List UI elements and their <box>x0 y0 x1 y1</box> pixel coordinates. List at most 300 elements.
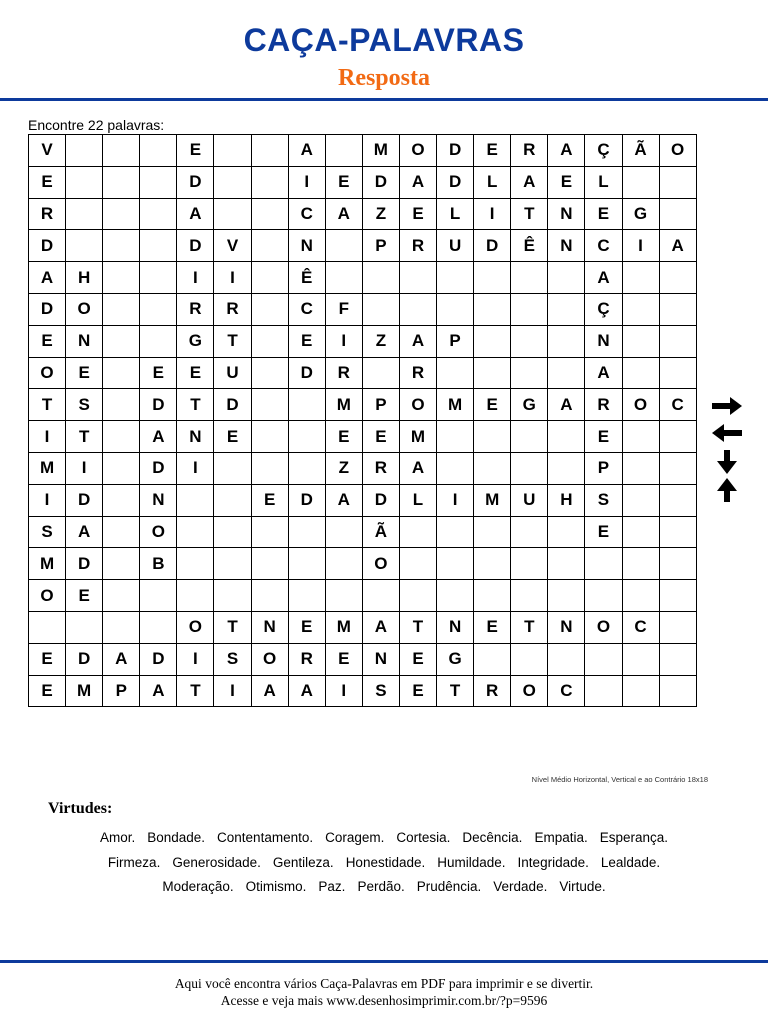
grid-cell: G <box>622 198 659 230</box>
virtue-word: Integridade. <box>517 854 589 870</box>
grid-cell <box>548 580 585 612</box>
grid-cell <box>325 230 362 262</box>
virtue-word: Humildade. <box>437 854 506 870</box>
grid-cell <box>399 548 436 580</box>
grid-cell <box>548 262 585 294</box>
grid-cell <box>622 293 659 325</box>
grid-cell <box>140 198 177 230</box>
virtues-title: Virtudes: <box>48 800 113 817</box>
grid-cell <box>622 262 659 294</box>
grid-cell: A <box>548 135 585 167</box>
grid-cell: N <box>548 198 585 230</box>
grid-cell: A <box>251 675 288 707</box>
grid-cell <box>214 452 251 484</box>
grid-row <box>29 643 697 675</box>
virtue-word: Virtude. <box>559 879 606 894</box>
grid-cell <box>511 325 548 357</box>
grid-cell <box>511 580 548 612</box>
grid-cell <box>103 166 140 198</box>
grid-cell <box>251 516 288 548</box>
grid-cell: M <box>325 389 362 421</box>
grid-cell: E <box>214 421 251 453</box>
grid-cell <box>362 357 399 389</box>
grid-cell <box>399 580 436 612</box>
grid-cell: O <box>29 357 66 389</box>
grid-cell <box>548 516 585 548</box>
grid-cell: E <box>399 198 436 230</box>
grid-cell <box>474 548 511 580</box>
grid-cell <box>659 516 696 548</box>
grid-cell <box>251 421 288 453</box>
grid-cell: I <box>66 452 103 484</box>
grid-cell: P <box>585 452 622 484</box>
grid-cell <box>622 643 659 675</box>
grid-cell <box>288 516 325 548</box>
grid-cell: S <box>214 643 251 675</box>
grid-cell: N <box>66 325 103 357</box>
grid-cell <box>437 452 474 484</box>
grid-cell <box>214 516 251 548</box>
grid-row <box>29 580 697 612</box>
grid-cell: Ê <box>288 262 325 294</box>
grid-cell: Z <box>362 325 399 357</box>
grid-cell <box>103 198 140 230</box>
grid-cell: D <box>66 548 103 580</box>
grid-cell <box>585 643 622 675</box>
page-title: CAÇA-PALAVRAS <box>243 22 525 58</box>
grid-row <box>29 135 697 167</box>
grid-cell: P <box>362 389 399 421</box>
grid-cell: I <box>437 484 474 516</box>
grid-cell <box>474 516 511 548</box>
grid-cell: O <box>29 580 66 612</box>
grid-cell <box>399 293 436 325</box>
grid-cell: Ã <box>622 135 659 167</box>
grid-cell: A <box>66 516 103 548</box>
virtue-word: Gentileza. <box>272 854 334 870</box>
grid-cell <box>103 262 140 294</box>
grid-row <box>29 262 697 294</box>
virtues-word-list <box>40 826 728 900</box>
grid-cell <box>66 198 103 230</box>
grid-cell: E <box>362 421 399 453</box>
grid-cell: A <box>548 389 585 421</box>
grid-cell <box>103 516 140 548</box>
grid-cell: N <box>251 611 288 643</box>
grid-cell: I <box>214 262 251 294</box>
grid-cell: O <box>399 135 436 167</box>
grid-cell: Z <box>362 198 399 230</box>
grid-cell <box>585 548 622 580</box>
grid-cell <box>659 421 696 453</box>
grid-cell <box>140 325 177 357</box>
grid-cell: E <box>140 357 177 389</box>
grid-cell: I <box>622 230 659 262</box>
grid-cell: D <box>288 484 325 516</box>
grid-cell: D <box>177 230 214 262</box>
grid-cell <box>251 166 288 198</box>
grid-cell: R <box>399 230 436 262</box>
grid-cell: A <box>511 166 548 198</box>
grid-cell <box>474 262 511 294</box>
grid-cell <box>474 452 511 484</box>
grid-cell: D <box>214 389 251 421</box>
grid-cell: L <box>437 198 474 230</box>
grid-cell <box>437 516 474 548</box>
grid-cell <box>548 548 585 580</box>
grid-cell: T <box>177 675 214 707</box>
grid-cell <box>474 580 511 612</box>
grid-cell <box>251 548 288 580</box>
grid-cell <box>548 452 585 484</box>
grid-cell <box>437 548 474 580</box>
grid-cell: E <box>474 611 511 643</box>
grid-cell <box>511 516 548 548</box>
grid-cell: A <box>29 262 66 294</box>
grid-cell <box>214 166 251 198</box>
grid-cell <box>140 580 177 612</box>
virtue-word: Generosidade. <box>172 854 261 870</box>
grid-cell: Ã <box>362 516 399 548</box>
grid-cell <box>251 262 288 294</box>
grid-cell: V <box>29 135 66 167</box>
grid-cell <box>103 357 140 389</box>
grid-cell <box>474 357 511 389</box>
virtue-word: Prudência. <box>416 879 482 894</box>
grid-cell: D <box>140 643 177 675</box>
grid-cell: E <box>325 166 362 198</box>
grid-cell: D <box>288 357 325 389</box>
grid-cell <box>29 611 66 643</box>
grid-cell: N <box>548 611 585 643</box>
grid-cell: E <box>29 643 66 675</box>
grid-cell: E <box>325 643 362 675</box>
grid-cell: E <box>399 675 436 707</box>
grid-cell <box>622 357 659 389</box>
grid-cell: N <box>288 230 325 262</box>
virtue-word: Paz. <box>318 879 346 894</box>
grid-cell: T <box>214 325 251 357</box>
grid-cell: I <box>29 484 66 516</box>
grid-cell <box>177 548 214 580</box>
grid-cell <box>511 548 548 580</box>
grid-cell: D <box>66 643 103 675</box>
virtue-word: Honestidade. <box>345 854 426 870</box>
virtue-word: Coragem. <box>325 830 385 845</box>
grid-cell: D <box>474 230 511 262</box>
grid-cell <box>66 230 103 262</box>
grid-cell: O <box>585 611 622 643</box>
grid-cell <box>103 293 140 325</box>
grid-cell <box>548 421 585 453</box>
grid-cell <box>511 262 548 294</box>
grid-cell <box>140 135 177 167</box>
grid-cell: B <box>140 548 177 580</box>
grid-cell: P <box>437 325 474 357</box>
grid-row <box>29 230 697 262</box>
grid-cell: P <box>103 675 140 707</box>
grid-cell <box>548 293 585 325</box>
page-subtitle: Resposta <box>337 65 430 91</box>
footer <box>0 975 768 1009</box>
grid-row <box>29 325 697 357</box>
grid-cell <box>140 262 177 294</box>
grid-cell: E <box>548 166 585 198</box>
grid-cell: N <box>362 643 399 675</box>
grid-cell: E <box>288 611 325 643</box>
grid-cell <box>622 675 659 707</box>
grid-cell: S <box>29 516 66 548</box>
grid-cell <box>511 293 548 325</box>
grid-cell: G <box>437 643 474 675</box>
grid-cell: R <box>585 389 622 421</box>
grid-cell: A <box>288 135 325 167</box>
bottom-divider <box>0 960 768 963</box>
grid-cell: A <box>140 675 177 707</box>
grid-cell: O <box>399 389 436 421</box>
grid-cell <box>325 262 362 294</box>
grid-cell: A <box>399 325 436 357</box>
grid-cell: D <box>29 293 66 325</box>
grid-cell: V <box>214 230 251 262</box>
grid-cell: D <box>437 135 474 167</box>
grid-cell: O <box>251 643 288 675</box>
grid-cell: A <box>325 198 362 230</box>
grid-cell <box>622 516 659 548</box>
grid-cell <box>288 421 325 453</box>
grid-cell <box>214 198 251 230</box>
grid-cell <box>288 548 325 580</box>
grid-cell <box>103 484 140 516</box>
grid-row <box>29 611 697 643</box>
grid-cell <box>585 675 622 707</box>
grid-cell: O <box>177 611 214 643</box>
grid-cell: T <box>214 611 251 643</box>
grid-cell <box>140 293 177 325</box>
grid-cell: Ê <box>511 230 548 262</box>
grid-cell <box>474 643 511 675</box>
grid-row <box>29 293 697 325</box>
grid-cell <box>214 580 251 612</box>
grid-cell <box>548 643 585 675</box>
grid-cell <box>362 580 399 612</box>
virtue-word: Bondade. <box>147 830 206 845</box>
grid-cell: L <box>399 484 436 516</box>
grid-cell: I <box>474 198 511 230</box>
level-note: Nível Médio Horizontal, Vertical e ao Contrário 18x18 <box>531 775 708 784</box>
grid-cell <box>511 357 548 389</box>
grid-row <box>29 548 697 580</box>
grid-cell <box>511 421 548 453</box>
virtue-word: Empatia. <box>534 830 588 845</box>
grid-cell: O <box>659 135 696 167</box>
grid-cell <box>399 516 436 548</box>
grid-cell <box>325 548 362 580</box>
grid-cell <box>474 325 511 357</box>
grid-cell <box>251 357 288 389</box>
grid-cell: M <box>29 452 66 484</box>
grid-cell: O <box>511 675 548 707</box>
grid-cell <box>103 421 140 453</box>
grid-cell <box>177 516 214 548</box>
grid-cell <box>659 611 696 643</box>
virtue-word: Cortesia. <box>396 830 451 845</box>
grid-cell <box>288 452 325 484</box>
instruction-text: Encontre 22 palavras: <box>28 117 165 133</box>
grid-cell <box>659 166 696 198</box>
grid-cell: A <box>103 643 140 675</box>
grid-cell <box>659 580 696 612</box>
grid-row <box>29 357 697 389</box>
virtue-word: Contentamento. <box>217 830 314 845</box>
grid-cell: E <box>177 357 214 389</box>
virtue-word: Otimismo. <box>245 879 307 894</box>
virtue-word: Esperança. <box>599 830 669 845</box>
grid-cell <box>251 293 288 325</box>
grid-cell: E <box>585 198 622 230</box>
word-search-grid <box>28 134 697 707</box>
grid-cell: T <box>511 611 548 643</box>
grid-cell: I <box>29 421 66 453</box>
grid-cell: E <box>66 580 103 612</box>
grid-cell <box>659 357 696 389</box>
arrow-down-icon <box>710 449 744 475</box>
grid-cell <box>103 580 140 612</box>
grid-cell: U <box>437 230 474 262</box>
grid-cell <box>659 198 696 230</box>
grid-cell <box>251 580 288 612</box>
grid-cell: E <box>66 357 103 389</box>
grid-cell: A <box>399 166 436 198</box>
grid-cell <box>622 580 659 612</box>
grid-cell: Ç <box>585 135 622 167</box>
grid-cell <box>103 230 140 262</box>
grid-cell: T <box>29 389 66 421</box>
grid-cell <box>659 262 696 294</box>
grid-cell: U <box>511 484 548 516</box>
footer-line-2: Acesse e veja mais www.desenhosimprimir.com.br/?p=9596 <box>220 993 548 1008</box>
grid-cell: N <box>140 484 177 516</box>
grid-cell <box>474 421 511 453</box>
grid-cell: C <box>585 230 622 262</box>
grid-cell <box>177 580 214 612</box>
grid-cell <box>362 262 399 294</box>
grid-cell: L <box>585 166 622 198</box>
grid-cell: E <box>325 421 362 453</box>
grid-cell <box>659 548 696 580</box>
grid-cell: E <box>585 421 622 453</box>
grid-cell: L <box>474 166 511 198</box>
grid-cell: H <box>548 484 585 516</box>
grid-cell: I <box>214 675 251 707</box>
grid-row <box>29 421 697 453</box>
grid-cell: M <box>29 548 66 580</box>
grid-cell: N <box>437 611 474 643</box>
grid-cell <box>66 611 103 643</box>
grid-cell <box>66 135 103 167</box>
grid-cell <box>288 389 325 421</box>
grid-cell: E <box>29 675 66 707</box>
grid-cell: O <box>66 293 103 325</box>
grid-cell: I <box>177 452 214 484</box>
grid-cell: Z <box>325 452 362 484</box>
grid-cell: E <box>288 325 325 357</box>
grid-cell: R <box>474 675 511 707</box>
grid-cell: Ç <box>585 293 622 325</box>
grid-cell <box>437 421 474 453</box>
grid-cell: E <box>399 643 436 675</box>
grid-cell <box>437 580 474 612</box>
grid-cell <box>659 484 696 516</box>
grid-cell: R <box>362 452 399 484</box>
arrow-right-icon <box>710 395 744 417</box>
virtue-word: Amor. <box>99 830 136 845</box>
grid-cell: D <box>140 389 177 421</box>
grid-cell: N <box>548 230 585 262</box>
grid-cell: C <box>659 389 696 421</box>
grid-cell: I <box>325 325 362 357</box>
grid-cell <box>251 135 288 167</box>
grid-cell: A <box>585 357 622 389</box>
grid-cell: D <box>66 484 103 516</box>
grid-cell <box>437 293 474 325</box>
grid-cell <box>399 262 436 294</box>
grid-cell <box>103 452 140 484</box>
grid-cell: A <box>585 262 622 294</box>
grid-cell: R <box>177 293 214 325</box>
grid-cell <box>288 580 325 612</box>
footer-line-1: Aqui você encontra vários Caça-Palavras em PDF para imprimir e se divertir. <box>174 976 594 991</box>
grid-cell: R <box>29 198 66 230</box>
grid-cell: T <box>177 389 214 421</box>
grid-cell: D <box>362 166 399 198</box>
grid-cell: D <box>362 484 399 516</box>
grid-cell: E <box>177 135 214 167</box>
virtue-word: Firmeza. <box>107 854 161 870</box>
grid-cell <box>659 643 696 675</box>
grid-cell: E <box>474 389 511 421</box>
grid-cell <box>251 325 288 357</box>
grid-cell: C <box>288 198 325 230</box>
grid-cell <box>103 548 140 580</box>
grid-cell <box>251 389 288 421</box>
grid-cell: D <box>177 166 214 198</box>
arrow-left-icon <box>710 422 744 444</box>
grid-cell: S <box>66 389 103 421</box>
grid-cell: F <box>325 293 362 325</box>
grid-cell: D <box>437 166 474 198</box>
grid-cell: I <box>288 166 325 198</box>
grid-row <box>29 389 697 421</box>
grid-cell <box>214 548 251 580</box>
grid-cell: I <box>177 643 214 675</box>
virtue-word: Perdão. <box>357 879 405 894</box>
grid-cell: E <box>474 135 511 167</box>
grid-cell: E <box>29 166 66 198</box>
grid-cell: N <box>177 421 214 453</box>
grid-cell: T <box>66 421 103 453</box>
grid-cell: A <box>325 484 362 516</box>
grid-cell: C <box>288 293 325 325</box>
virtue-word: Moderação. <box>162 879 234 894</box>
grid-cell: C <box>548 675 585 707</box>
virtue-word: Decência. <box>462 830 523 845</box>
grid-row <box>29 516 697 548</box>
grid-cell <box>66 166 103 198</box>
grid-cell: S <box>585 484 622 516</box>
grid-cell <box>140 611 177 643</box>
grid-cell <box>622 421 659 453</box>
